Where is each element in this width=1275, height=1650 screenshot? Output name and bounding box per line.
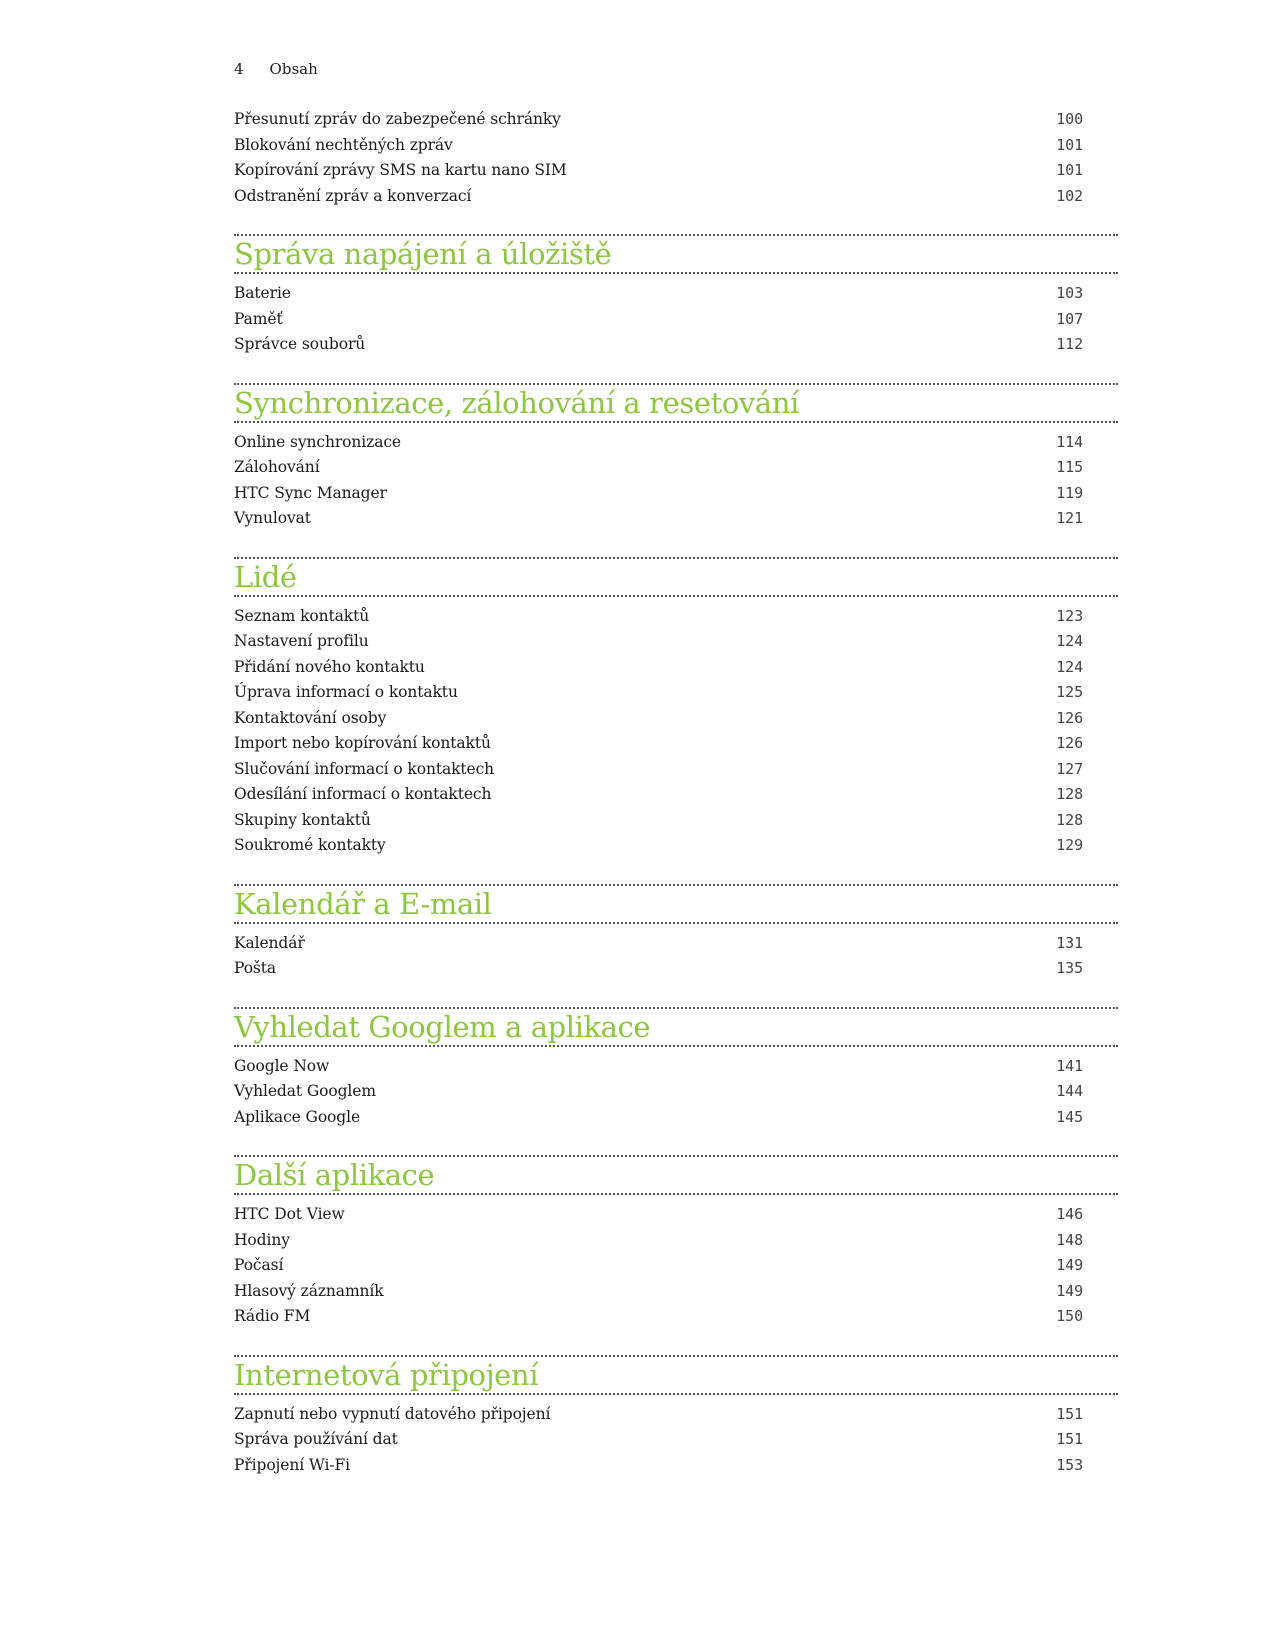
toc-entry[interactable] — [234, 734, 1118, 760]
toc-entry-label: Kontaktování osoby — [234, 708, 387, 727]
toc-entry-label: Odesílání informací o kontaktech — [234, 785, 492, 803]
toc-entry-label: Zálohování — [234, 458, 320, 476]
toc-entry-label: HTC Dot View — [234, 1205, 345, 1223]
toc-entry[interactable] — [234, 136, 1118, 162]
toc-entry-page-number: 150 — [1056, 1307, 1083, 1325]
toc-entry-label: Přidání nového kontaktu — [234, 657, 425, 676]
toc-entry-label: Skupiny kontaktů — [234, 810, 371, 829]
toc-entry-page-number: 129 — [1056, 836, 1083, 854]
toc-entry-label: Vynulovat — [234, 509, 311, 527]
toc-entry[interactable] — [234, 683, 1118, 709]
toc-entry-label: Aplikace Google — [234, 1107, 361, 1126]
toc-entry-page-number: 114 — [1056, 432, 1083, 451]
toc-entry-page-number: 115 — [1056, 458, 1083, 476]
section-heading[interactable]: Internetová připojení — [234, 1355, 1118, 1395]
toc-entry-page-number: 123 — [1056, 606, 1083, 625]
toc-entry-label: Kopírování zprávy SMS na kartu nano SIM — [234, 161, 567, 179]
toc-entry-label: Zapnutí nebo vypnutí datového připojení — [234, 1404, 551, 1423]
toc-entry[interactable] — [234, 632, 1118, 658]
toc-entry-label: Google Now — [234, 1056, 330, 1075]
toc-entry[interactable] — [234, 509, 1118, 535]
toc-entry-page-number: 103 — [1056, 284, 1083, 302]
toc-entry[interactable] — [234, 1282, 1118, 1308]
toc-entry-label: Rádio FM — [234, 1307, 311, 1325]
toc-entry-page-number: 151 — [1056, 1404, 1083, 1423]
toc-entry-label: Kalendář — [234, 933, 305, 952]
toc-entry-page-number: 125 — [1056, 683, 1083, 701]
toc-entry[interactable] — [234, 607, 1118, 633]
toc-entry-label: Slučování informací o kontaktech — [234, 759, 495, 778]
toc-entry[interactable] — [234, 1108, 1118, 1134]
toc-entry[interactable] — [234, 335, 1118, 361]
toc-entry-page-number: 145 — [1056, 1107, 1083, 1126]
toc-entry-label: HTC Sync Manager — [234, 483, 387, 502]
toc-entry-page-number: 128 — [1056, 810, 1083, 829]
toc-entry-label: Pošta — [234, 959, 277, 977]
toc-entry[interactable] — [234, 284, 1118, 310]
toc-entry-label: Hodiny — [234, 1230, 290, 1249]
toc-entry[interactable] — [234, 1082, 1118, 1108]
toc-entry[interactable] — [234, 310, 1118, 336]
toc-entry-label: Správce souborů — [234, 335, 366, 353]
toc-entry[interactable] — [234, 1231, 1118, 1257]
toc-entry-label: Import nebo kopírování kontaktů — [234, 734, 491, 752]
toc-entry-label: Přesunutí zpráv do zabezpečené schránky — [234, 110, 561, 128]
toc-entry-label: Odstranění zpráv a konverzací — [234, 186, 472, 205]
toc-entry[interactable] — [234, 709, 1118, 735]
toc-entry-page-number: 101 — [1056, 161, 1083, 179]
toc-entry-page-number: 126 — [1056, 734, 1083, 752]
toc-entry-page-number: 119 — [1056, 483, 1083, 502]
toc-entry-label: Paměť — [234, 309, 283, 328]
toc-entry-page-number: 135 — [1056, 959, 1083, 977]
section-heading[interactable]: Kalendář a E-mail — [234, 884, 1118, 924]
toc-entry[interactable] — [234, 1430, 1118, 1456]
toc-entry-page-number: 112 — [1056, 335, 1083, 353]
toc-entry-page-number: 101 — [1056, 135, 1083, 154]
toc-entry[interactable] — [234, 1205, 1118, 1231]
toc-entry[interactable] — [234, 1405, 1118, 1431]
toc-entry-page-number: 148 — [1056, 1230, 1083, 1249]
toc-entry[interactable] — [234, 433, 1118, 459]
header-page-number: 4 — [234, 60, 244, 78]
toc-entry-page-number: 100 — [1056, 110, 1083, 128]
toc-entry-label: Připojení Wi-Fi — [234, 1455, 350, 1474]
toc-entry-label: Počasí — [234, 1256, 284, 1274]
toc-entry[interactable] — [234, 1307, 1118, 1333]
toc-entry-page-number: 127 — [1056, 759, 1083, 778]
toc-entry-page-number: 128 — [1056, 785, 1083, 803]
section-heading[interactable]: Vyhledat Googlem a aplikace — [234, 1007, 1118, 1047]
toc-entry[interactable] — [234, 785, 1118, 811]
toc-entry-label: Úprava informací o kontaktu — [234, 683, 458, 701]
page-header — [234, 60, 318, 78]
toc-entry-label: Baterie — [234, 284, 291, 302]
header-title: Obsah — [269, 60, 318, 78]
section-heading[interactable]: Lidé — [234, 557, 1118, 597]
toc-entry[interactable] — [234, 187, 1118, 213]
section-heading[interactable]: Synchronizace, zálohování a resetování — [234, 383, 1118, 423]
toc-entry[interactable] — [234, 161, 1118, 187]
toc-entry[interactable] — [234, 458, 1118, 484]
toc-entry-page-number: 153 — [1056, 1455, 1083, 1474]
toc-entry[interactable] — [234, 1057, 1118, 1083]
toc-entry[interactable] — [234, 760, 1118, 786]
toc-entry[interactable] — [234, 484, 1118, 510]
toc-entry-page-number: 124 — [1056, 632, 1083, 650]
toc-entry-page-number: 146 — [1056, 1205, 1083, 1223]
table-of-contents — [234, 110, 1118, 1481]
toc-entry-page-number: 102 — [1056, 186, 1083, 205]
toc-entry-label: Hlasový záznamník — [234, 1281, 384, 1300]
toc-entry-label: Blokování nechtěných zpráv — [234, 135, 453, 154]
toc-entry-page-number: 149 — [1056, 1256, 1083, 1274]
toc-entry-page-number: 151 — [1056, 1430, 1083, 1448]
toc-entry-label: Nastavení profilu — [234, 632, 369, 650]
toc-entry-page-number: 107 — [1056, 309, 1083, 328]
toc-entry[interactable] — [234, 110, 1118, 136]
toc-entry-page-number: 149 — [1056, 1281, 1083, 1300]
toc-entry-page-number: 131 — [1056, 933, 1083, 952]
toc-entry-label: Správa používání dat — [234, 1430, 398, 1448]
toc-entry[interactable] — [234, 811, 1118, 837]
toc-entry-page-number: 124 — [1056, 657, 1083, 676]
toc-entry-label: Seznam kontaktů — [234, 606, 370, 625]
toc-entry[interactable] — [234, 959, 1118, 985]
toc-entry[interactable] — [234, 1456, 1118, 1482]
toc-entry-label: Vyhledat Googlem — [234, 1082, 376, 1100]
toc-entry-page-number: 126 — [1056, 708, 1083, 727]
toc-entry-page-number: 121 — [1056, 509, 1083, 527]
toc-entry[interactable] — [234, 1256, 1118, 1282]
toc-entry-page-number: 144 — [1056, 1082, 1083, 1100]
toc-entry-label: Online synchronizace — [234, 432, 401, 451]
section-heading[interactable]: Další aplikace — [234, 1155, 1118, 1195]
toc-entry[interactable] — [234, 934, 1118, 960]
section-heading[interactable]: Správa napájení a úložiště — [234, 234, 1118, 274]
toc-entry[interactable] — [234, 836, 1118, 862]
toc-entry-label: Soukromé kontakty — [234, 836, 386, 854]
toc-entry-page-number: 141 — [1056, 1056, 1083, 1075]
toc-entry[interactable] — [234, 658, 1118, 684]
